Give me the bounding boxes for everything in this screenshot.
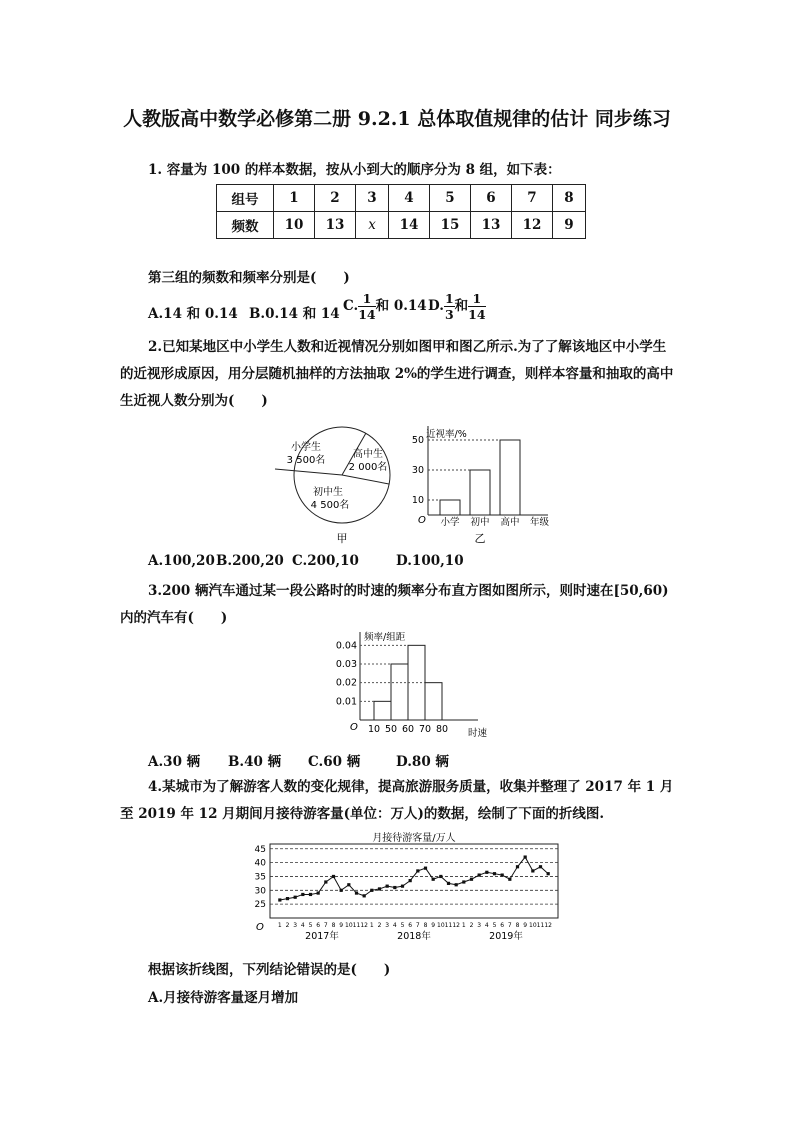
fraction	[358, 291, 375, 322]
q1-option-a: A.14 和 0.14	[148, 306, 238, 322]
y-tick-label: 0.04	[335, 640, 357, 652]
q1-option-d	[428, 291, 486, 322]
data-point	[355, 891, 358, 894]
x-tick-label: 10	[345, 922, 353, 929]
table-cell: 12	[512, 212, 553, 239]
page-title: 人教版高中数学必修第二册 9.2.1 总体取值规律的估计 同步练习	[123, 108, 671, 130]
x-tick-label: 6	[408, 922, 413, 929]
x-tick-label: 高中	[500, 517, 520, 528]
chart-title: 月接待游客量/万人	[372, 833, 456, 844]
x-tick-label: 12	[360, 922, 368, 929]
pie-label: 4 500名	[310, 500, 350, 511]
q1-frequency-table	[216, 184, 586, 239]
y-tick-label: 45	[254, 844, 266, 855]
table-cell: 13	[315, 212, 356, 239]
q1-stem: 1. 容量为 100 的样本数据，按从小到大的顺序分为 8 组，如下表：	[148, 162, 561, 178]
x-tick-label: 小学	[440, 517, 460, 528]
table-cell: 10	[274, 212, 315, 239]
q2-option-a: A.100,20	[148, 553, 215, 569]
data-point	[524, 855, 527, 858]
data-point	[378, 887, 381, 890]
x-tick-label: 70	[418, 724, 432, 735]
table-cell: 4	[389, 185, 430, 212]
x-tick-label: 1	[369, 922, 374, 929]
data-point	[317, 891, 320, 894]
year-label: 2018年	[397, 931, 431, 942]
pie-label: 2 000名	[348, 462, 388, 473]
bar	[500, 440, 520, 515]
data-point	[294, 896, 297, 899]
pie-divider	[275, 469, 342, 475]
myopia-bar-chart	[412, 426, 550, 545]
data-point	[547, 872, 550, 875]
q3-option-a: A.30 辆	[148, 754, 201, 770]
data-point	[347, 883, 350, 886]
y-tick-label: 10	[411, 495, 424, 506]
data-point	[386, 885, 389, 888]
denominator: 14	[468, 307, 486, 322]
q1-question: 第三组的频数和频率分别是( )	[148, 270, 350, 286]
q3-option-c: C.60 辆	[308, 754, 361, 770]
x-tick-label: 6	[316, 922, 321, 929]
q4-option-a: A.月接待游客量逐月增加	[148, 990, 299, 1006]
q2-option-c: C.200,10	[292, 553, 359, 569]
x-tick-label: 10	[529, 922, 537, 929]
x-tick-label: 2	[377, 922, 382, 929]
year-label: 2019年	[489, 931, 523, 942]
data-point	[401, 885, 404, 888]
q3-option-b: B.40 辆	[228, 754, 282, 770]
year-label: 2017年	[305, 931, 339, 942]
data-point	[340, 889, 343, 892]
origin-label: O	[256, 922, 264, 933]
x-tick-label: 11	[352, 922, 361, 929]
x-tick-label: 9	[339, 922, 344, 929]
pie-label: 3 500名	[286, 455, 326, 466]
x-tick-label: 5	[492, 922, 497, 929]
data-point	[416, 869, 419, 872]
x-tick-label: 3	[385, 922, 390, 929]
q4-text: 4.某城市为了解游客人数的变化规律，提高旅游服务质量，收集并整理了 2017 年 1 月至 2019 年 12 月期间月接待游客量(单位：万人)的数据，绘制了下面的折线图.	[120, 779, 674, 822]
data-point	[363, 894, 366, 897]
x-tick-label: 5	[308, 922, 313, 929]
q2-figures	[270, 418, 580, 546]
data-point	[278, 898, 281, 901]
y-tick-label: 0.02	[335, 677, 357, 689]
denominator: 3	[444, 307, 454, 322]
q2-text: 2.已知某地区中小学生人数和近视情况分别如图甲和图乙所示.为了了解该地区中小学生的近视形成原因，用分层随机抽样的方法抽取 2%的学生进行调查，则样本容量和抽取的高中生近视人数分别为( )	[120, 339, 674, 409]
table-cell: 2	[315, 185, 356, 212]
data-point	[462, 880, 465, 883]
q3-text: 3.200 辆汽车通过某一段公路时的时速的频率分布直方图如图所示，则时速在[50,60)内的汽车有( )	[120, 583, 669, 626]
x-tick-label: 7	[507, 922, 512, 929]
y-tick-label: 50	[411, 435, 424, 446]
q3-option-d: D.80 辆	[396, 754, 449, 770]
pie-chart	[275, 427, 390, 545]
data-point	[447, 882, 450, 885]
x-tick-label: 8	[423, 922, 428, 929]
table-row-header: 组号	[217, 185, 274, 212]
y-tick-label: 25	[254, 900, 266, 911]
q1-option-c	[343, 291, 427, 322]
x-tick-label: 80	[435, 724, 449, 735]
speed-histogram	[330, 628, 500, 743]
data-point	[531, 869, 534, 872]
table-row	[217, 212, 586, 239]
x-tick-label: 4	[484, 922, 489, 929]
bar	[470, 470, 490, 515]
x-axis-label: 年级	[530, 517, 550, 528]
table-cell: 9	[553, 212, 586, 239]
x-tick-label: 1	[461, 922, 466, 929]
histogram-bar	[391, 664, 408, 720]
data-point	[301, 893, 304, 896]
table-cell: 3	[356, 185, 389, 212]
y-tick-label: 30	[411, 465, 424, 476]
x-tick-label: 3	[293, 922, 298, 929]
data-point	[286, 897, 289, 900]
y-tick-label: 30	[254, 886, 266, 897]
pie-label: 高中生	[353, 449, 383, 460]
x-tick-label: 2	[285, 922, 290, 929]
pie-caption: 甲	[336, 532, 348, 545]
q1-option-b: B.0.14 和 14	[249, 306, 340, 322]
data-point	[424, 867, 427, 870]
x-tick-label: 8	[331, 922, 336, 929]
numerator: 1	[358, 291, 375, 307]
y-tick-label: 35	[254, 872, 266, 883]
x-tick-label: 6	[500, 922, 505, 929]
y-tick-label: 0.01	[335, 696, 357, 708]
x-tick-label: 9	[431, 922, 436, 929]
option-prefix: D.	[428, 298, 444, 314]
data-point	[539, 865, 542, 868]
origin-label: O	[418, 515, 426, 526]
data-point	[439, 875, 442, 878]
x-tick-label: 10	[367, 724, 381, 735]
x-tick-label: 12	[452, 922, 460, 929]
table-cell: 1	[274, 185, 315, 212]
bar	[440, 500, 460, 515]
fraction	[444, 291, 455, 322]
x-tick-label: 初中	[470, 517, 490, 528]
table-cell: 15	[430, 212, 471, 239]
x-tick-label: 9	[523, 922, 528, 929]
option-mid: 和	[454, 298, 469, 314]
x-tick-label: 2	[469, 922, 474, 929]
series-line	[280, 857, 548, 900]
x-tick-label: 8	[515, 922, 520, 929]
table-cell: 5	[430, 185, 471, 212]
origin-label: O	[350, 722, 358, 733]
x-tick-label: 50	[384, 724, 398, 735]
table-cell: 8	[553, 185, 586, 212]
pie-label: 小学生	[291, 442, 321, 453]
data-point	[455, 883, 458, 886]
data-point	[332, 875, 335, 878]
y-tick-label: 0.03	[335, 659, 357, 670]
table-cell: 7	[512, 185, 553, 212]
data-point	[409, 879, 412, 882]
numerator: 1	[444, 291, 454, 306]
data-point	[393, 886, 396, 889]
fraction	[468, 291, 485, 322]
y-axis-label: 近视率/%	[426, 429, 467, 440]
option-prefix: C.	[343, 298, 359, 314]
x-axis-label: 时速	[468, 728, 488, 739]
table-cell: 13	[471, 212, 512, 239]
x-tick-label: 12	[544, 922, 552, 929]
data-point	[493, 872, 496, 875]
x-tick-label: 11	[444, 922, 453, 929]
x-tick-label: 4	[392, 922, 397, 929]
x-tick-label: 11	[536, 922, 545, 929]
data-point	[516, 865, 519, 868]
data-point	[501, 873, 504, 876]
numerator: 1	[468, 291, 485, 307]
q4-question: 根据该折线图，下列结论错误的是( )	[148, 962, 391, 978]
y-tick-label: 40	[254, 858, 266, 869]
x-tick-label: 7	[415, 922, 420, 929]
chart-caption: 乙	[474, 532, 486, 545]
x-tick-label: 7	[323, 922, 328, 929]
data-point	[324, 880, 327, 883]
pie-label: 初中生	[313, 487, 343, 498]
data-point	[470, 878, 473, 881]
histogram-bar	[425, 683, 442, 720]
x-tick-label: 3	[477, 922, 482, 929]
denominator: 14	[358, 307, 376, 322]
y-axis-label: 频率/组距	[364, 632, 406, 643]
table-row	[217, 185, 586, 212]
option-suffix: 和 0.14	[375, 298, 427, 314]
data-point	[508, 878, 511, 881]
table-cell: 6	[471, 185, 512, 212]
data-point	[370, 889, 373, 892]
table-cell: 14	[389, 212, 430, 239]
x-tick-label: 1	[277, 922, 282, 929]
tourist-line-chart	[240, 830, 570, 948]
data-point	[485, 871, 488, 874]
table-cell: x	[356, 212, 389, 239]
x-tick-label: 4	[300, 922, 305, 929]
plot-frame	[270, 844, 558, 918]
q2-option-b: B.200,20	[216, 553, 284, 569]
data-point	[478, 873, 481, 876]
x-tick-label: 10	[437, 922, 445, 929]
histogram-bar	[374, 701, 391, 720]
data-point	[432, 878, 435, 881]
q2-option-d: D.100,10	[396, 553, 464, 569]
pie-divider	[342, 475, 389, 484]
x-tick-label: 60	[401, 724, 415, 735]
x-tick-label: 5	[400, 922, 405, 929]
table-row-header: 频数	[217, 212, 274, 239]
data-point	[309, 893, 312, 896]
